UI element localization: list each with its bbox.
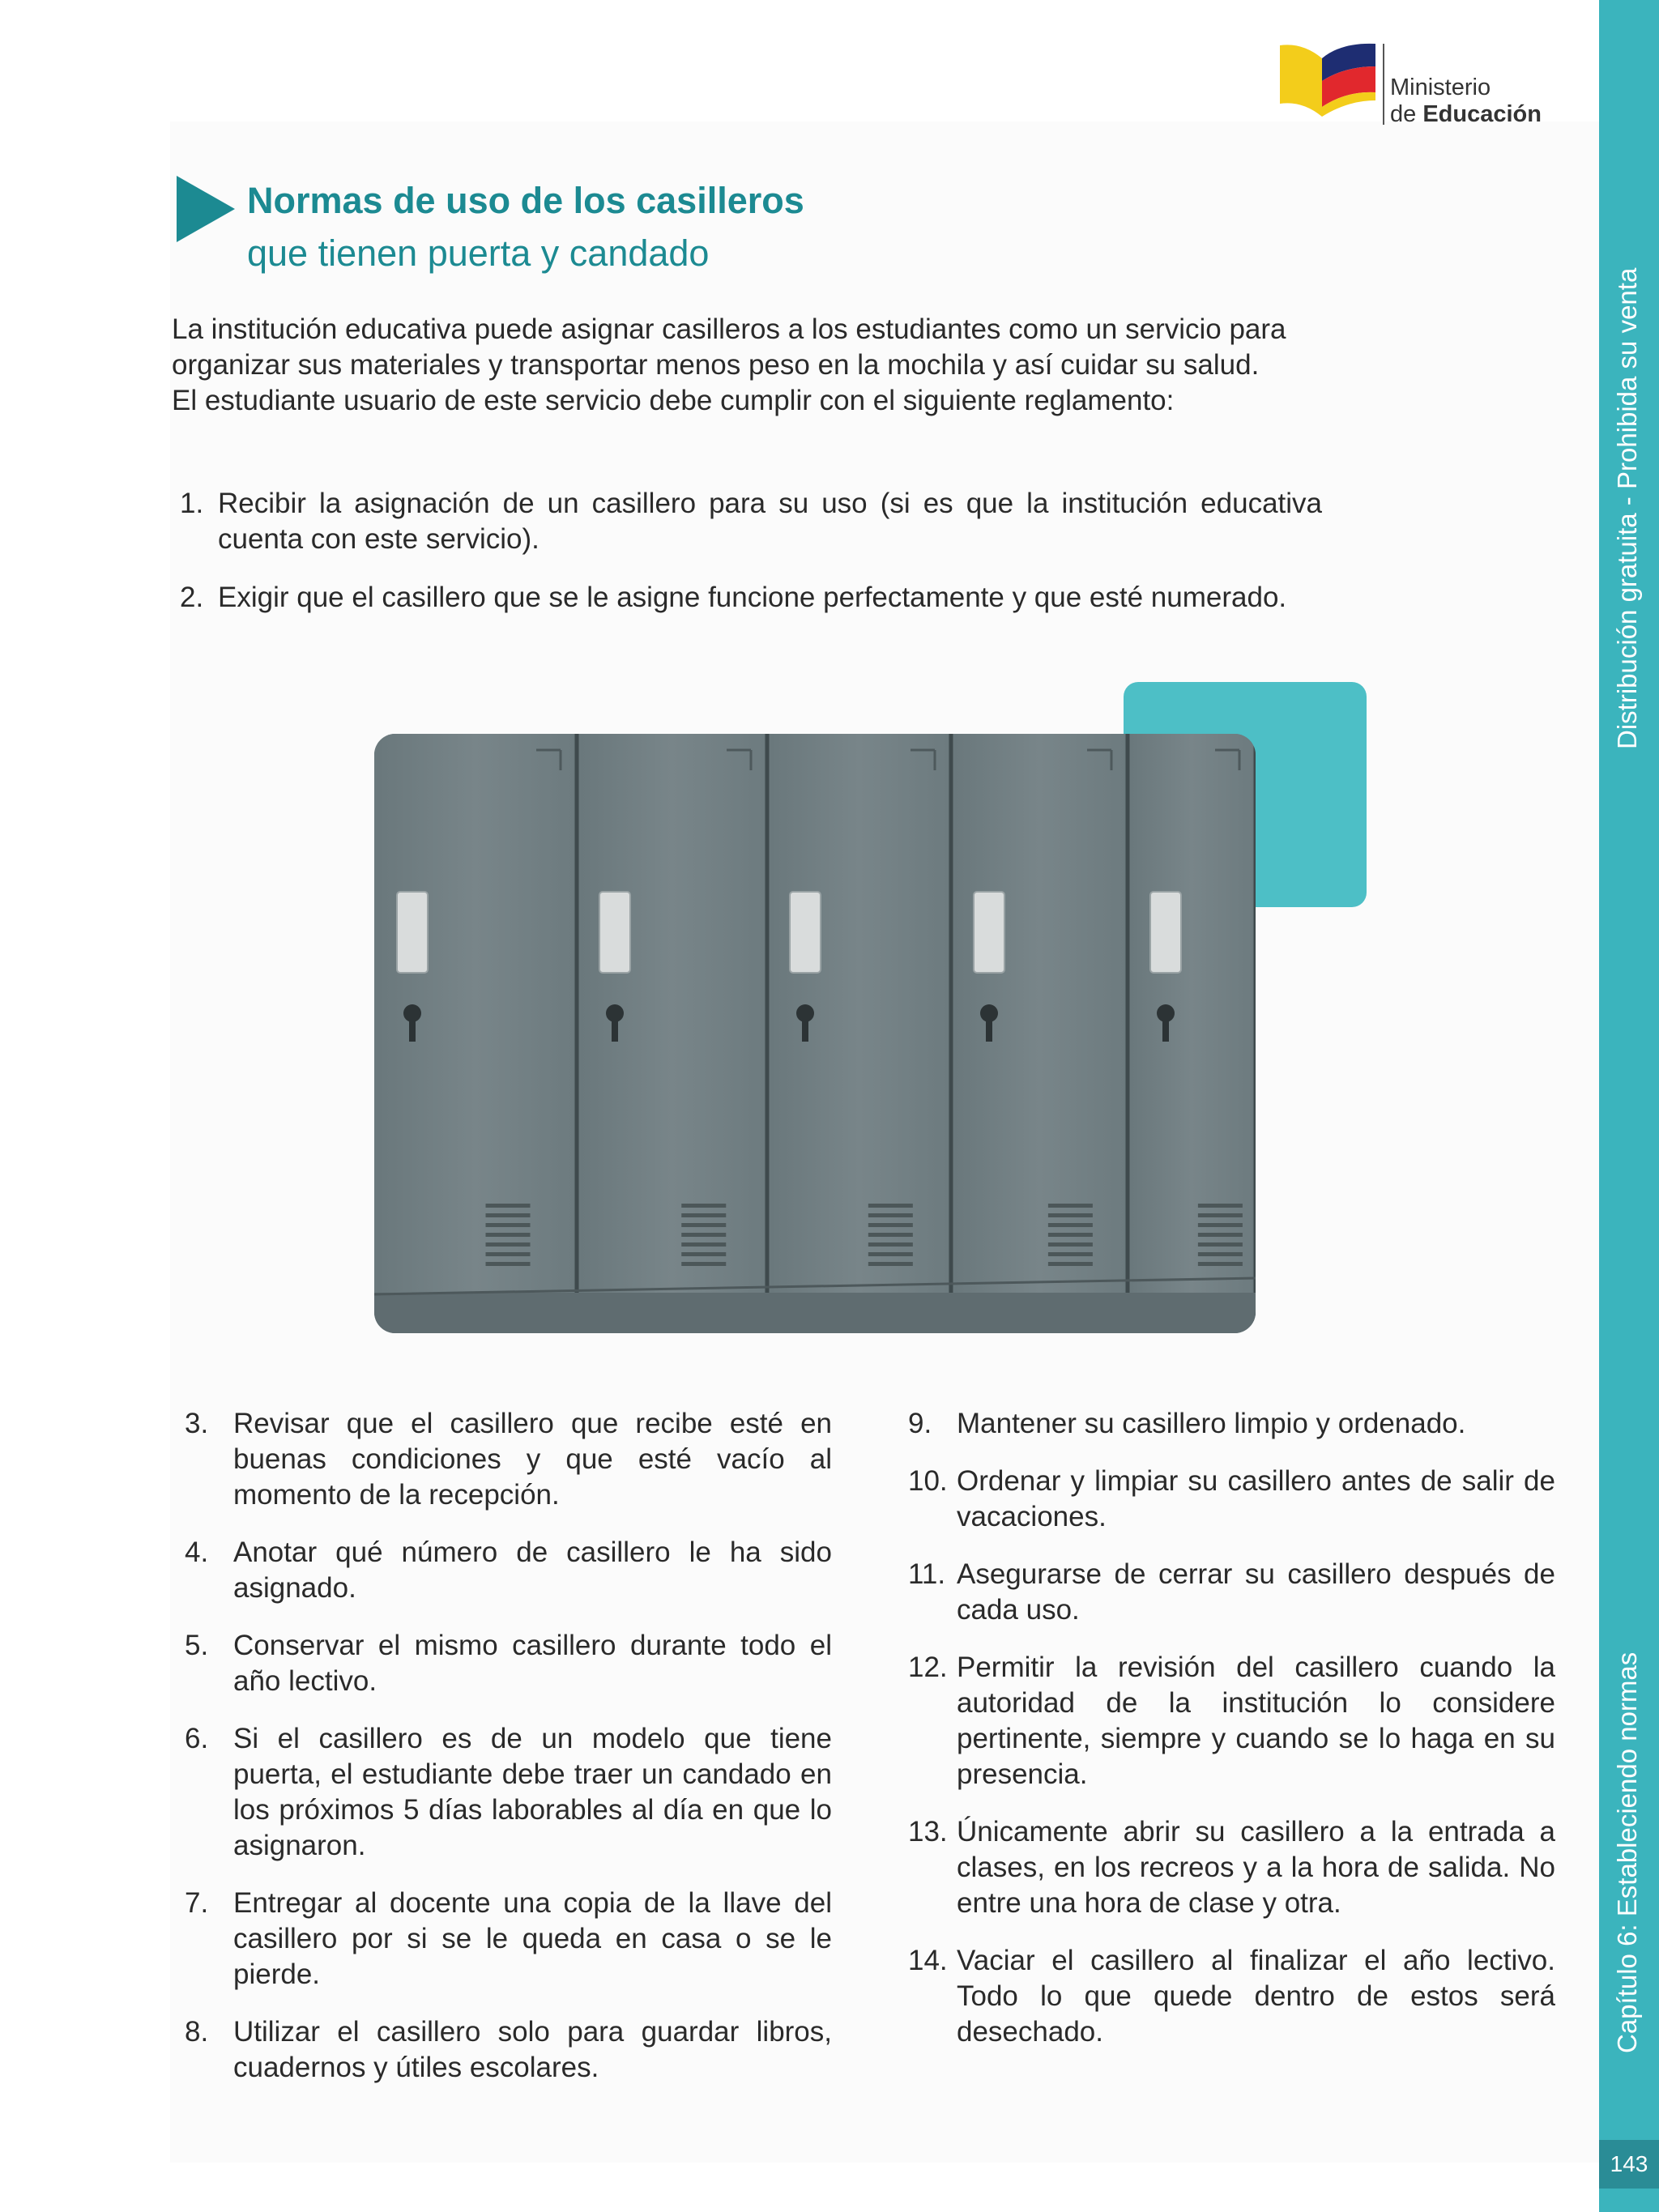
item-number: 14. <box>908 1945 948 1976</box>
item-text: Entregar al docente una copia de la llave del casillero por si se le queda en casa o se le pierde. <box>233 1887 832 1990</box>
locker-vent <box>1048 1233 1093 1237</box>
locker-key <box>802 1017 808 1042</box>
locker-handle <box>790 892 821 973</box>
locker-vent <box>1198 1204 1243 1208</box>
locker-vent <box>1198 1252 1243 1256</box>
locker-handle <box>397 892 428 973</box>
rules-list-top <box>172 486 1322 616</box>
locker-vent <box>868 1204 913 1208</box>
item-number: 3. <box>185 1408 209 1439</box>
item-text: Anotar qué número de casillero le ha sido asignado. <box>233 1536 832 1604</box>
item-text: Recibir la asignación de un casillero para su uso (si es que la institución educativa cuenta con este servicio). <box>218 488 1322 555</box>
item-text: Asegurarse de cerrar su casillero después de cada uso. <box>957 1558 1555 1626</box>
page-title: Normas de uso de los casilleros <box>247 180 804 221</box>
item-text: Vaciar el casillero al finalizar el año lectivo. Todo lo que quede dentro de estos será desechado. <box>957 1945 1555 2048</box>
locker-vent <box>1198 1233 1243 1237</box>
item-text: Conservar el mismo casillero durante todo el año lectivo. <box>233 1630 832 1697</box>
locker-vent <box>486 1213 531 1217</box>
locker-handle <box>1150 892 1181 973</box>
item-text: Exigir que el casillero que se le asigne funcione perfectamente y que esté numerado. <box>218 582 1287 613</box>
item-text: Permitir la revisión del casillero cuando la autoridad de la institución lo considere pertinente, siempre y cuando se lo haga en su presencia. <box>957 1652 1555 1790</box>
item-text: Mantener su casillero limpio y ordenado. <box>957 1408 1466 1439</box>
logo-line2: de Educación <box>1390 101 1542 127</box>
item-text: Únicamente abrir su casillero a la entrada a clases, en los recreos y a la hora de salida. No entre una hora de clase y otra. <box>957 1816 1555 1919</box>
item-number: 6. <box>185 1723 209 1754</box>
item-number: 4. <box>185 1536 209 1568</box>
locker-vent <box>486 1242 531 1247</box>
ministry-emblem-icon <box>1280 42 1377 123</box>
locker-vent <box>1198 1213 1243 1217</box>
locker-vent <box>486 1223 531 1227</box>
distribution-notice: Distribución gratuita - Prohibida su venta <box>1612 267 1642 749</box>
page-subtitle: que tienen puerta y candado <box>247 232 710 274</box>
chapter-label: Capítulo 6: Estableciendo normas <box>1612 1652 1642 2053</box>
locker-vent <box>681 1262 726 1266</box>
rules-column-right <box>903 1406 1555 2050</box>
play-arrow-icon <box>177 176 235 242</box>
list-item <box>903 1464 1555 1535</box>
list-item <box>180 1886 832 1993</box>
locker-vent <box>1198 1262 1243 1266</box>
locker-vent <box>486 1262 531 1266</box>
locker-vent <box>681 1204 726 1208</box>
list-item <box>180 1406 832 1513</box>
locker-vent <box>681 1252 726 1256</box>
intro-line: organizar sus materiales y transportar menos peso en la mochila y así cuidar su salud. <box>172 349 1260 381</box>
item-text: Ordenar y limpiar su casillero antes de salir de vacaciones. <box>957 1465 1555 1532</box>
item-number: 10. <box>908 1465 948 1497</box>
locker-key <box>1162 1017 1169 1042</box>
list-item <box>180 1628 832 1699</box>
locker-vent <box>681 1223 726 1227</box>
list-item <box>903 1557 1555 1628</box>
locker-vent <box>1198 1223 1243 1227</box>
rules-column-left <box>180 1406 832 2086</box>
list-item <box>903 1814 1555 1921</box>
list-item <box>903 1406 1555 1442</box>
locker-vent <box>1048 1204 1093 1208</box>
locker-vent <box>1048 1262 1093 1266</box>
item-number: 12. <box>908 1652 948 1683</box>
lockers-photo <box>374 734 1256 1333</box>
locker-vent <box>681 1233 726 1237</box>
locker-vent <box>681 1242 726 1247</box>
locker-vent <box>868 1213 913 1217</box>
locker-handle <box>974 892 1004 973</box>
locker-vent <box>486 1233 531 1237</box>
logo-divider <box>1383 44 1384 125</box>
locker-vent <box>486 1252 531 1256</box>
locker-vent <box>868 1223 913 1227</box>
locker-vent <box>1198 1242 1243 1247</box>
list-item <box>903 1943 1555 2050</box>
locker-door <box>954 734 1124 1293</box>
page-number: 143 <box>1599 2140 1659 2189</box>
item-text: Revisar que el casillero que recibe esté en buenas condiciones y que esté vacío al momento de la recepción. <box>233 1408 832 1511</box>
list-item <box>172 580 1322 616</box>
list-item <box>903 1650 1555 1792</box>
item-text: Utilizar el casillero solo para guardar libros, cuadernos y útiles escolares. <box>233 2016 832 2083</box>
locker-vent <box>868 1233 913 1237</box>
locker-door <box>1131 734 1252 1293</box>
lockers-illustration <box>374 734 1256 1333</box>
list-item <box>180 1535 832 1606</box>
locker-key <box>612 1017 618 1042</box>
intro-line: El estudiante usuario de este servicio debe cumplir con el siguiente reglamento: <box>172 385 1175 416</box>
ministerio-logo <box>1280 42 1547 131</box>
logo-line1: Ministerio <box>1390 75 1491 100</box>
locker-vent <box>1048 1252 1093 1256</box>
item-text: Si el casillero es de un modelo que tiene puerta, el estudiante debe traer un candado en los próximos 5 días laborables al día en que lo asignaron. <box>233 1723 832 1861</box>
locker-vent <box>681 1213 726 1217</box>
locker-vent <box>486 1204 531 1208</box>
item-number: 11. <box>908 1558 946 1590</box>
item-number: 9. <box>908 1408 932 1439</box>
locker-vent <box>1048 1223 1093 1227</box>
item-number: 2. <box>180 582 204 613</box>
locker-vent <box>868 1242 913 1247</box>
item-number: 13. <box>908 1816 948 1848</box>
intro-paragraph <box>172 312 1322 419</box>
list-item <box>172 486 1322 557</box>
list-item <box>180 1721 832 1864</box>
locker-handle <box>599 892 630 973</box>
locker-key <box>409 1017 416 1042</box>
logo-wordmark <box>1390 75 1542 128</box>
locker-key <box>986 1017 992 1042</box>
item-number: 1. <box>180 488 204 519</box>
item-number: 5. <box>185 1630 209 1661</box>
intro-line: La institución educativa puede asignar casilleros a los estudiantes como un servicio para <box>172 313 1286 345</box>
item-number: 7. <box>185 1887 209 1919</box>
locker-vent <box>868 1252 913 1256</box>
item-number: 8. <box>185 2016 209 2048</box>
locker-vent <box>1048 1242 1093 1247</box>
locker-vent <box>868 1262 913 1266</box>
list-item <box>180 2014 832 2086</box>
locker-vent <box>1048 1213 1093 1217</box>
